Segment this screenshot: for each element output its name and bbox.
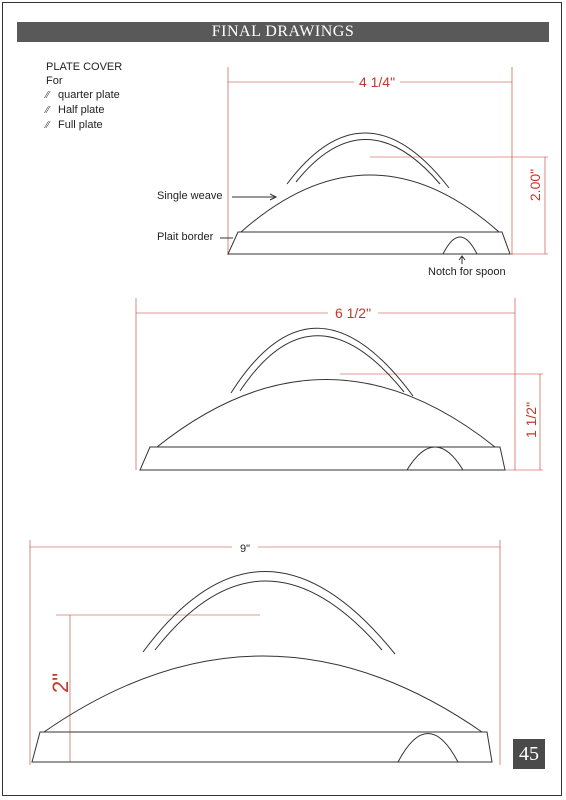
height-label-2: 1 1/2" — [523, 401, 539, 439]
dome — [44, 656, 482, 732]
callout-notch: Notch for spoon — [428, 266, 506, 278]
handle-inner — [296, 139, 440, 184]
handle-outer — [143, 571, 395, 654]
pencil-icon: ⁄⁄ — [46, 90, 50, 101]
legend-title: PLATE COVER — [46, 61, 123, 73]
handle-outer — [231, 328, 413, 396]
page-title: FINAL DRAWINGS — [17, 22, 549, 42]
spoon-notch — [407, 447, 463, 470]
plait-border — [228, 232, 510, 254]
height-label-1: 2.00" — [527, 168, 543, 202]
handle-inner — [240, 336, 404, 392]
plait-border — [32, 732, 492, 762]
handle-outer — [287, 133, 449, 188]
callout-plait-border: Plait border — [157, 231, 214, 243]
drawing-quarter-plate — [220, 67, 548, 264]
callout-single-weave: Single weave — [157, 190, 223, 202]
width-label-3: 9" — [239, 543, 251, 555]
dome — [157, 380, 495, 448]
pencil-icon: ⁄⁄ — [46, 105, 50, 116]
plait-border — [140, 447, 505, 470]
drawing-half-plate — [136, 298, 543, 470]
dome — [241, 175, 499, 232]
pencil-icon: ⁄⁄ — [46, 120, 50, 131]
width-label-2: 6 1/2" — [334, 305, 372, 321]
legend-for: For — [46, 75, 63, 87]
height-label-3: 2" — [48, 672, 73, 694]
spoon-notch — [443, 237, 477, 254]
drawing-full-plate — [30, 540, 500, 765]
page-number: 45 — [513, 739, 545, 769]
legend-item: ⁄⁄ quarter plate — [46, 89, 120, 101]
spoon-notch — [398, 734, 458, 763]
legend-item: ⁄⁄ Half plate — [46, 104, 105, 116]
width-label-1: 4 1/4" — [358, 74, 396, 90]
legend-item: ⁄⁄ Full plate — [46, 119, 103, 131]
handle-inner — [155, 581, 382, 650]
